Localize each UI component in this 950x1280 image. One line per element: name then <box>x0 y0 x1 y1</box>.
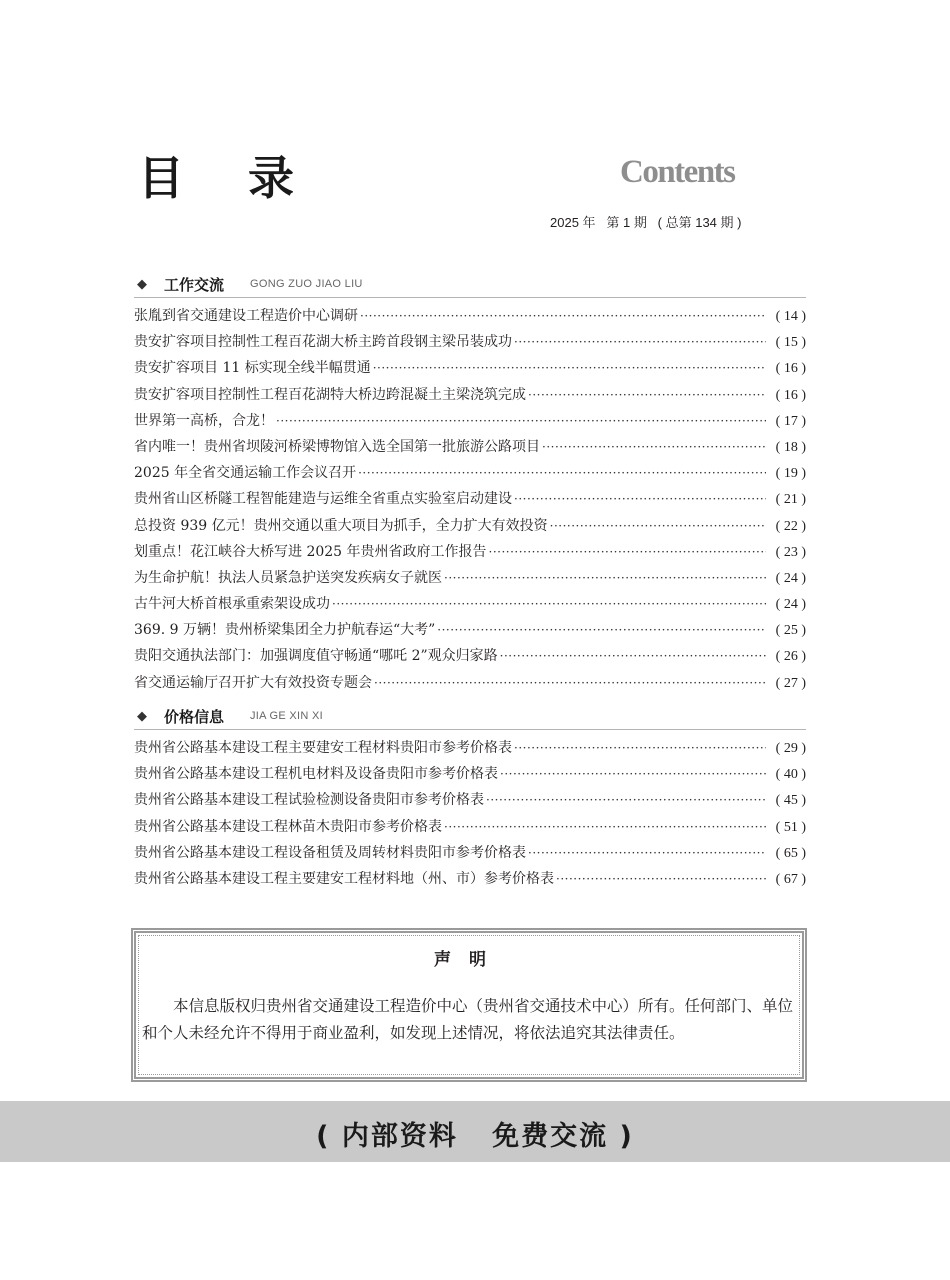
toc-entry-page: ( 22 ) <box>775 518 806 534</box>
footer-band <box>0 1101 950 1162</box>
toc-entry[interactable] <box>134 460 806 486</box>
toc-leader-dots <box>358 460 766 486</box>
toc-entry-title: 贵州省公路基本建设工程设备租赁及周转材料贵阳市参考价格表 <box>134 844 526 861</box>
toc-entry-page: ( 26 ) <box>775 649 806 665</box>
toc-leader-dots <box>542 434 766 460</box>
section-title-pinyin: GONG ZUO JIAO LIU <box>250 278 363 290</box>
toc-entry-page: ( 15 ) <box>775 335 806 351</box>
toc-list <box>134 735 806 892</box>
toc-entry-title: 369. 9 万辆！贵州桥梁集团全力护航春运“大考” <box>134 622 436 639</box>
toc-entry-page: ( 14 ) <box>775 309 806 324</box>
toc-entry-page: ( 45 ) <box>775 793 806 809</box>
toc-entry-title: 贵安扩容项目控制性工程百花湖大桥主跨首段钢主梁吊装成功 <box>134 334 512 351</box>
toc-entry-title: 贵州省公路基本建设工程林苗木贵阳市参考价格表 <box>134 818 442 835</box>
toc-leader-dots <box>528 840 766 866</box>
toc-leader-dots <box>486 787 766 813</box>
toc-entry[interactable] <box>134 382 806 408</box>
toc-entry-title: 贵州省山区桥隧工程智能建造与运维全省重点实验室启动建设 <box>134 491 512 508</box>
toc-entry-title: 贵州省公路基本建设工程主要建安工程材料贵阳市参考价格表 <box>134 740 512 756</box>
toc-leader-dots <box>514 735 766 761</box>
toc-entry[interactable] <box>134 434 806 460</box>
toc-leader-dots <box>360 303 766 329</box>
toc-entry-page: ( 24 ) <box>775 597 806 613</box>
toc-leader-dots <box>500 761 766 787</box>
toc-entry[interactable] <box>134 591 806 617</box>
toc-entry-title: 世界第一高桥，合龙！ <box>134 412 274 429</box>
toc-entry[interactable] <box>134 761 806 787</box>
toc-leader-dots <box>556 866 766 892</box>
page-title: 目 录 <box>138 151 319 205</box>
notice-text: 本信息版权归贵州省交通建设工程造价中心（贵州省交通技术中心）所有。任何部门、单位和个人未经允许不得用于商业盈利，如发现上述情况，将依法追究其法律责任。 <box>142 997 794 1042</box>
toc-entry-page: ( 65 ) <box>775 845 806 861</box>
toc-entry-title: 2025 年全省交通运输工作会议召开 <box>134 465 357 482</box>
toc-entry[interactable] <box>134 643 806 669</box>
toc-leader-dots <box>489 539 766 565</box>
page-title-english: Contents <box>620 154 735 190</box>
toc-entry-title: 总投资 939 亿元！贵州交通以重大项目为抓手，全力扩大有效投资 <box>134 517 548 534</box>
toc-entry[interactable] <box>134 486 806 512</box>
toc-entry-page: ( 40 ) <box>775 767 806 783</box>
toc-entry[interactable] <box>134 617 806 643</box>
toc-entry-title: 贵州省公路基本建设工程试验检测设备贵阳市参考价格表 <box>134 792 484 809</box>
issue-info: 2025 年 第 1 期 ( 总第 134 期 ) <box>550 215 742 230</box>
toc-entry[interactable] <box>134 513 806 539</box>
notice-title: 声明 <box>434 950 504 970</box>
toc-entry-page: ( 67 ) <box>775 871 806 887</box>
toc-entry-page: ( 25 ) <box>775 623 806 639</box>
toc-entry-title: 贵安扩容项目 11 标实现全线半幅贯通 <box>134 360 371 377</box>
toc-leader-dots <box>514 486 766 512</box>
toc-entry-title: 省交通运输厅召开扩大有效投资专题会 <box>134 674 372 691</box>
toc-leader-dots <box>528 382 766 408</box>
section-title-pinyin: JIA GE XIN XI <box>250 710 323 722</box>
toc-leader-dots <box>437 617 766 643</box>
toc-entry[interactable] <box>134 866 806 892</box>
toc-leader-dots <box>444 565 766 591</box>
toc-entry[interactable] <box>134 735 806 761</box>
toc-leader-dots <box>514 329 766 355</box>
toc-entry[interactable] <box>134 565 806 591</box>
toc-entry[interactable] <box>134 329 806 355</box>
toc-entry[interactable] <box>134 787 806 813</box>
toc-entry[interactable] <box>134 670 806 696</box>
diamond-icon: ◆ <box>137 277 147 292</box>
toc-leader-dots <box>550 513 766 539</box>
toc-entry-page: ( 19 ) <box>775 466 806 482</box>
section-header <box>134 275 806 298</box>
section-header <box>134 707 806 730</box>
toc-leader-dots <box>276 408 766 434</box>
toc-entry-title: 贵州省公路基本建设工程主要建安工程材料地（州、市）参考价格表 <box>134 870 554 887</box>
toc-entry-page: ( 27 ) <box>775 675 806 691</box>
footer-label: ( 内部资料 免费交流 ) <box>316 1121 634 1152</box>
section-title: 价格信息 <box>164 708 225 726</box>
toc-entry[interactable] <box>134 303 806 329</box>
toc-entry-page: ( 16 ) <box>775 361 806 377</box>
section-work-exchange <box>134 275 806 696</box>
toc-entry-page: ( 51 ) <box>775 819 806 835</box>
section-price-info <box>134 707 806 892</box>
section-title: 工作交流 <box>164 276 225 294</box>
diamond-icon: ◆ <box>137 709 147 724</box>
toc-entry[interactable] <box>134 408 806 434</box>
toc-leader-dots <box>373 355 766 381</box>
toc-entry-title: 为生命护航！执法人员紧急护送突发疾病女子就医 <box>134 569 442 586</box>
toc-entry-title: 贵阳交通执法部门：加强调度值守畅通“哪吒 2”观众归家路 <box>134 648 498 665</box>
toc-leader-dots <box>374 670 766 696</box>
toc-entry-page: ( 23 ) <box>775 544 806 560</box>
toc-entry-page: ( 18 ) <box>775 439 806 455</box>
toc-entry-title: 贵安扩容项目控制性工程百花湖特大桥边跨混凝土主梁浇筑完成 <box>134 386 526 403</box>
toc-entry[interactable] <box>134 840 806 866</box>
toc-entry[interactable] <box>134 355 806 381</box>
toc-entry-page: ( 16 ) <box>775 387 806 403</box>
toc-entry-title: 古牛河大桥首根承重索架设成功 <box>134 596 330 613</box>
toc-entry-title: 划重点！花江峡谷大桥写进 2025 年贵州省政府工作报告 <box>134 543 487 560</box>
toc-leader-dots <box>444 814 766 840</box>
toc-entry-title: 贵州省公路基本建设工程机电材料及设备贵阳市参考价格表 <box>134 766 498 783</box>
toc-entry-title: 张胤到省交通建设工程造价中心调研 <box>134 308 358 324</box>
toc-leader-dots <box>332 591 766 617</box>
copyright-notice-box <box>131 928 807 1082</box>
toc-entry[interactable] <box>134 814 806 840</box>
toc-entry-title: 省内唯一！贵州省坝陵河桥梁博物馆入选全国第一批旅游公路项目 <box>134 438 540 455</box>
toc-entry[interactable] <box>134 539 806 565</box>
toc-entry-page: ( 17 ) <box>775 413 806 429</box>
toc-entry-page: ( 21 ) <box>775 492 806 508</box>
toc-list <box>134 303 806 696</box>
toc-entry-page: ( 24 ) <box>775 570 806 586</box>
toc-leader-dots <box>500 643 766 669</box>
toc-entry-page: ( 29 ) <box>775 741 806 756</box>
